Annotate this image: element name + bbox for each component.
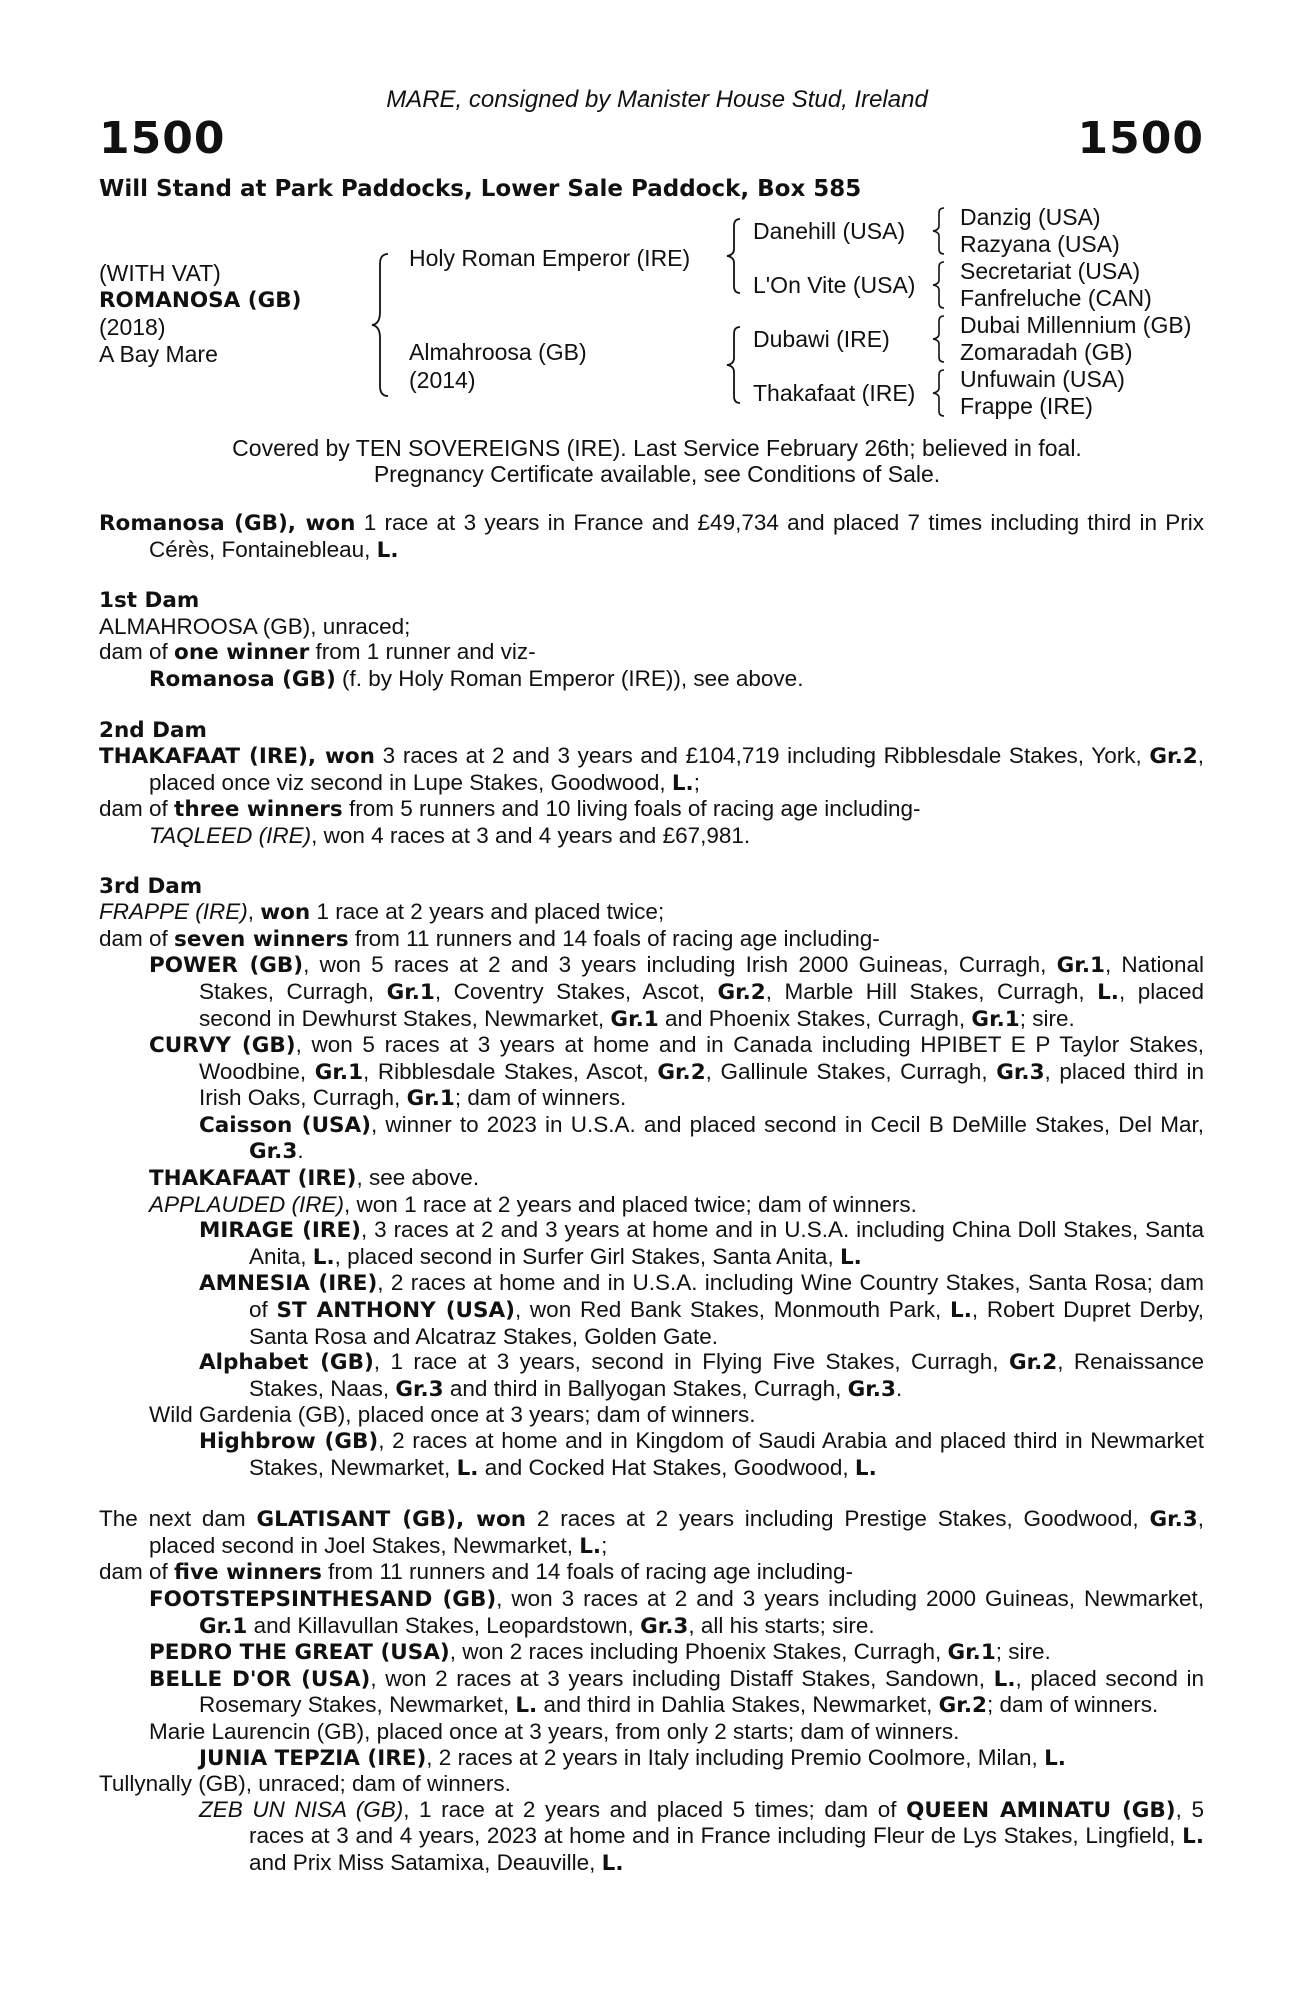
text-run: and Phoenix Stakes, Curragh, bbox=[658, 1005, 972, 1031]
bold-text: Gr.2 bbox=[938, 1693, 987, 1719]
bold-text: Gr.1 bbox=[610, 1006, 659, 1032]
text-run: , won 4 races at 3 and 4 years and £67,981. bbox=[311, 822, 751, 848]
produce-entry bbox=[99, 1192, 1204, 1218]
consigned-line: MARE, consigned by Manister House Stud, Ireland bbox=[386, 86, 928, 113]
pedigree-brace-gg1 bbox=[930, 206, 948, 256]
produce-entry bbox=[99, 1797, 1204, 1877]
text-run: and Killavullan Stakes, Leopardstown, bbox=[247, 1612, 641, 1638]
bold-text: L. bbox=[579, 1533, 602, 1559]
produce-entry bbox=[99, 1349, 1204, 1402]
produce-entry bbox=[99, 1771, 1204, 1797]
produce-entry bbox=[99, 1745, 1204, 1772]
text-run: , Marble Hill Stakes, Curragh, bbox=[765, 978, 1098, 1004]
grandsire-maternal: Dubawi (IRE) bbox=[753, 326, 890, 352]
text-run: , 2 races at home and in U.S.A. including Wine Country Stakes, Santa Rosa; dam of bbox=[249, 1270, 1204, 1323]
third-dam-heading: 3rd Dam bbox=[99, 873, 203, 899]
second-dam-heading: 2nd Dam bbox=[99, 717, 207, 743]
bold-text: MIRAGE (IRE) bbox=[199, 1218, 361, 1244]
third-dam-produce bbox=[99, 952, 1204, 1481]
second-dam-lines bbox=[99, 743, 1204, 823]
text-run: from 11 runners and 14 foals of racing age including- bbox=[321, 1559, 854, 1585]
bold-text: Gr.2 bbox=[1149, 744, 1198, 770]
pedigree-brace-sire bbox=[724, 216, 744, 296]
text-run: , all his starts; sire. bbox=[688, 1612, 875, 1638]
text-run: and third in Dahlia Stakes, Newmarket, bbox=[537, 1692, 939, 1718]
italic-text: TAQLEED (IRE) bbox=[149, 822, 312, 848]
produce-entry bbox=[99, 1666, 1204, 1719]
text-run: , Gallinule Stakes, Curragh, bbox=[705, 1058, 997, 1084]
lot-number-right: 1500 bbox=[1077, 113, 1204, 164]
text-run: . bbox=[895, 1375, 903, 1401]
produce-entry bbox=[99, 1428, 1204, 1481]
bold-text: Caisson (USA) bbox=[199, 1112, 371, 1138]
bold-text: five winners bbox=[174, 1560, 322, 1586]
bold-text: L. bbox=[601, 1850, 624, 1876]
produce-entry bbox=[99, 1165, 1204, 1192]
great-grandparent: Fanfreluche (CAN) bbox=[960, 285, 1152, 311]
horse-summary bbox=[99, 510, 1204, 563]
bold-text: L. bbox=[515, 1693, 538, 1719]
text-run: ; sire. bbox=[1019, 1005, 1075, 1031]
covered-line-2: Pregnancy Certificate available, see Conditions of Sale. bbox=[373, 461, 941, 487]
text-run: , 1 race at 3 years, second in Flying Five Stakes, Curragh, bbox=[373, 1349, 1009, 1375]
third-dam-lines bbox=[99, 899, 1204, 952]
bold-text: L. bbox=[671, 770, 694, 796]
text-run: , 3 races at 2 and 3 years at home and in U.S.A. including China Doll Stakes, Santa Anita, bbox=[249, 1217, 1204, 1269]
bold-text: L. bbox=[376, 537, 399, 563]
text-run: , see above. bbox=[356, 1165, 480, 1191]
bold-text: L. bbox=[1097, 979, 1119, 1005]
bold-text: THAKAFAAT (IRE) bbox=[149, 1166, 357, 1192]
produce-entry bbox=[99, 1719, 1204, 1745]
produce-entry bbox=[99, 952, 1204, 1032]
text-run: , won Red Bank Stakes, Monmouth Park, bbox=[514, 1297, 951, 1323]
text-run: . bbox=[297, 1138, 304, 1164]
catalogue-body bbox=[99, 510, 1204, 1877]
pedigree-brace-gg4 bbox=[930, 368, 948, 418]
text-run: 2 races at 2 years including Prestige Stakes, Goodwood, bbox=[526, 1506, 1150, 1532]
bold-text: Gr.1 bbox=[1056, 953, 1105, 979]
bold-text: Highbrow (GB) bbox=[199, 1429, 379, 1454]
bold-text: JUNIA TEPZIA (IRE) bbox=[199, 1745, 427, 1771]
bold-text: L. bbox=[950, 1298, 972, 1324]
text-run: ; bbox=[693, 769, 700, 795]
text-run: 1 race at 3 years in France and £49,734 and placed 7 times including third in Prix Cérès, Fontainebleau, bbox=[149, 510, 1205, 562]
bold-text: Gr.2 bbox=[1008, 1350, 1058, 1376]
bold-text: L. bbox=[854, 1455, 877, 1481]
text-run: , placed once viz second in Lupe Stakes, Goodwood, bbox=[149, 743, 1204, 795]
bold-text: L. bbox=[312, 1244, 335, 1270]
lot-number-left: 1500 bbox=[99, 113, 226, 164]
great-grandparent: Secretariat (USA) bbox=[960, 258, 1141, 284]
bold-text: Romanosa (GB) bbox=[149, 666, 336, 692]
text-run: , 2 races at home and in Kingdom of Saudi Arabia and placed third in Newmarket Stakes, Newmarket, bbox=[249, 1428, 1204, 1480]
italic-text: APPLAUDED (IRE) bbox=[149, 1191, 345, 1217]
pedigree-brace-gg3 bbox=[930, 314, 948, 364]
text-run: Marie Laurencin (GB), placed once at 3 years, from only 2 starts; dam of winners. bbox=[149, 1718, 960, 1744]
italic-text: ZEB UN NISA (GB) bbox=[199, 1796, 404, 1822]
bold-text: Alphabet (GB) bbox=[199, 1350, 374, 1376]
entry-line bbox=[99, 899, 1204, 926]
great-grandparent: Unfuwain (USA) bbox=[960, 366, 1125, 392]
first-dam-produce bbox=[99, 666, 1204, 693]
text-run: dam of bbox=[99, 1559, 175, 1585]
bold-text: L. bbox=[1044, 1745, 1066, 1771]
bold-text: L. bbox=[1182, 1824, 1204, 1850]
text-run: , National Stakes, Curragh, bbox=[199, 952, 1204, 1004]
granddam-maternal: Thakafaat (IRE) bbox=[753, 380, 916, 406]
produce-entry bbox=[99, 1402, 1204, 1428]
bold-text: L. bbox=[456, 1455, 479, 1481]
next-dam-produce bbox=[99, 1586, 1204, 1877]
text-run: , Ribblesdale Stakes, Ascot, bbox=[363, 1058, 658, 1084]
text-run: and third in Ballyogan Stakes, Curragh, bbox=[443, 1375, 848, 1401]
bold-text: Gr.3 bbox=[640, 1613, 689, 1639]
bold-text: L. bbox=[839, 1244, 862, 1270]
pedigree-brace-dam bbox=[724, 324, 744, 406]
text-run: and Prix Miss Satamixa, Deauville, bbox=[249, 1849, 602, 1875]
bold-text: BELLE D'OR (USA) bbox=[149, 1666, 371, 1692]
bold-text: three winners bbox=[174, 797, 343, 823]
text-run: , 2 races at 2 years in Italy including Premio Coolmore, Milan, bbox=[426, 1744, 1045, 1770]
bold-text: Gr.1 bbox=[386, 979, 435, 1005]
bold-text: L. bbox=[993, 1666, 1016, 1692]
text-run: , winner to 2023 in U.S.A. and placed second in Cecil B DeMille Stakes, Del Mar, bbox=[370, 1111, 1204, 1137]
pedigree-brace-main bbox=[368, 250, 392, 400]
first-dam-heading: 1st Dam bbox=[99, 588, 200, 614]
text-run: from 11 runners and 14 foals of racing age including- bbox=[348, 925, 880, 951]
text-run: dam of bbox=[99, 796, 175, 822]
dam-name: Almahroosa (GB) bbox=[409, 339, 587, 365]
covered-line-1: Covered by TEN SOVEREIGNS (IRE). Last Service February 26th; believed in foal. bbox=[232, 435, 1082, 461]
bold-text: Gr.2 bbox=[717, 979, 766, 1005]
great-grandparent: Zomaradah (GB) bbox=[960, 339, 1133, 365]
produce-entry bbox=[99, 666, 1204, 693]
text-run: , bbox=[247, 899, 261, 925]
second-dam-produce bbox=[99, 823, 1204, 849]
text-run: , placed second in Joel Stakes, Newmarket, bbox=[149, 1506, 1205, 1558]
text-run: from 5 runners and 10 living foals of racing age including- bbox=[342, 796, 921, 822]
bold-text: won bbox=[260, 900, 311, 926]
text-run: Wild Gardenia (GB), placed once at 3 years; dam of winners. bbox=[149, 1402, 756, 1428]
sire-name: Holy Roman Emperor (IRE) bbox=[409, 245, 691, 271]
produce-entry bbox=[99, 823, 1204, 849]
horse-description: A Bay Mare bbox=[99, 341, 218, 367]
text-run: , 1 race at 2 years and placed 5 times; dam of bbox=[403, 1796, 907, 1822]
text-run: 1 race at 2 years and placed twice; bbox=[310, 899, 665, 925]
text-run: ; sire. bbox=[995, 1639, 1051, 1665]
text-run: , placed second in Rosemary Stakes, Newmarket, bbox=[199, 1665, 1204, 1718]
great-grandparent: Razyana (USA) bbox=[960, 231, 1120, 257]
text-run: ; bbox=[601, 1532, 608, 1558]
bold-text: Gr.1 bbox=[199, 1613, 248, 1639]
bold-text: Gr.1 bbox=[971, 1006, 1020, 1032]
grandsire-paternal: Danehill (USA) bbox=[753, 218, 906, 244]
text-run: dam of bbox=[99, 639, 175, 665]
stand-location: Will Stand at Park Paddocks, Lower Sale Paddock, Box 585 bbox=[99, 176, 862, 202]
text-run: and Cocked Hat Stakes, Goodwood, bbox=[478, 1454, 855, 1480]
bold-text: PEDRO THE GREAT (USA) bbox=[149, 1640, 450, 1666]
entry-line bbox=[99, 926, 1204, 953]
bold-text: AMNESIA (IRE) bbox=[199, 1271, 378, 1297]
text-run: (f. by Holy Roman Emperor (IRE)), see above. bbox=[335, 665, 804, 691]
text-run: , won 3 races at 2 and 3 years including 2000 Guineas, Newmarket, bbox=[496, 1585, 1204, 1611]
text-run: ; dam of winners. bbox=[454, 1085, 627, 1111]
great-grandparent: Danzig (USA) bbox=[960, 204, 1101, 230]
great-grandparent: Dubai Millennium (GB) bbox=[960, 312, 1192, 338]
bold-text: Gr.3 bbox=[847, 1376, 896, 1402]
horse-name: ROMANOSA (GB) bbox=[99, 288, 302, 313]
bold-text: Gr.1 bbox=[947, 1640, 996, 1666]
entry-line bbox=[99, 743, 1204, 796]
bold-text: GLATISANT (GB), won bbox=[256, 1507, 527, 1533]
text-run: , Renaissance Stakes, Naas, bbox=[249, 1349, 1204, 1401]
next-dam-lines bbox=[99, 1506, 1204, 1586]
entry-line bbox=[99, 1559, 1204, 1586]
entry-line bbox=[99, 639, 1204, 666]
text-run: , won 2 races at 3 years including Distaff Stakes, Sandown, bbox=[370, 1665, 994, 1691]
produce-entry bbox=[99, 1586, 1204, 1639]
dam-year: (2014) bbox=[409, 367, 476, 393]
text-run: dam of bbox=[99, 925, 175, 951]
text-run: ALMAHROOSA (GB), unraced; bbox=[99, 613, 411, 639]
bold-text: QUEEN AMINATU (GB) bbox=[906, 1797, 1176, 1823]
bold-text: Gr.3 bbox=[249, 1139, 298, 1165]
bold-text: Gr.1 bbox=[406, 1086, 455, 1112]
bold-text: Gr.3 bbox=[395, 1376, 444, 1402]
text-run: , won 5 races at 3 years at home and in Canada including HPIBET E P Taylor Stakes, Woodbine, bbox=[199, 1032, 1204, 1084]
bold-text: ST ANTHONY (USA) bbox=[276, 1298, 515, 1324]
text-run: , placed third in Irish Oaks, Curragh, bbox=[199, 1058, 1205, 1111]
bold-text: seven winners bbox=[174, 926, 349, 952]
text-run: , 5 races at 3 and 4 years, 2023 at home and in France including Fleur de Lys Stakes, Lingfield, bbox=[249, 1796, 1204, 1849]
granddam-paternal: L'On Vite (USA) bbox=[753, 272, 916, 298]
text-run: from 1 runner and viz- bbox=[309, 639, 536, 665]
text-run: , placed second in Surfer Girl Stakes, Santa Anita, bbox=[334, 1243, 840, 1269]
bold-text: CURVY (GB) bbox=[149, 1033, 296, 1059]
text-run: , placed second in Dewhurst Stakes, Newmarket, bbox=[199, 978, 1204, 1031]
bold-text: one winner bbox=[174, 640, 310, 666]
pedigree-brace-gg2 bbox=[930, 260, 948, 310]
text-run: ; dam of winners. bbox=[986, 1692, 1159, 1718]
text-run: , won 2 races including Phoenix Stakes, Curragh, bbox=[449, 1639, 948, 1665]
vat-note: (WITH VAT) bbox=[99, 260, 221, 286]
produce-entry bbox=[99, 1639, 1204, 1666]
bold-text: THAKAFAAT (IRE), won bbox=[99, 744, 375, 770]
text-run: Tullynally (GB), unraced; dam of winners. bbox=[99, 1771, 511, 1797]
bold-text: Gr.3 bbox=[996, 1059, 1045, 1085]
horse-year: (2018) bbox=[99, 314, 166, 340]
text-run: , won 1 race at 2 years and placed twice; dam of winners. bbox=[344, 1191, 917, 1217]
bold-text: Gr.1 bbox=[314, 1059, 364, 1085]
text-run: , Coventry Stakes, Ascot, bbox=[434, 978, 718, 1004]
entry-line bbox=[99, 614, 1204, 640]
bold-text: FOOTSTEPSINTHESAND (GB) bbox=[149, 1586, 497, 1612]
produce-entry bbox=[99, 1032, 1204, 1112]
produce-entry bbox=[99, 1217, 1204, 1270]
text-run: The next dam bbox=[99, 1506, 257, 1532]
bold-text: Romanosa (GB), won bbox=[99, 511, 356, 536]
great-grandparent: Frappe (IRE) bbox=[960, 393, 1093, 419]
first-dam-lines bbox=[99, 614, 1204, 666]
text-run: , won 5 races at 2 and 3 years including Irish 2000 Guineas, Curragh, bbox=[303, 952, 1057, 978]
text-run: 3 races at 2 and 3 years and £104,719 including Ribblesdale Stakes, York, bbox=[374, 743, 1150, 769]
produce-entry bbox=[99, 1270, 1204, 1349]
produce-entry bbox=[99, 1112, 1204, 1165]
bold-text: POWER (GB) bbox=[149, 953, 304, 979]
entry-line bbox=[99, 796, 1204, 823]
italic-text: FRAPPE (IRE) bbox=[99, 899, 248, 925]
text-run: , Robert Dupret Derby, Santa Rosa and Alcatraz Stakes, Golden Gate. bbox=[249, 1297, 1204, 1349]
bold-text: Gr.2 bbox=[657, 1059, 706, 1085]
bold-text: Gr.3 bbox=[1149, 1507, 1198, 1533]
entry-line bbox=[99, 1506, 1204, 1559]
